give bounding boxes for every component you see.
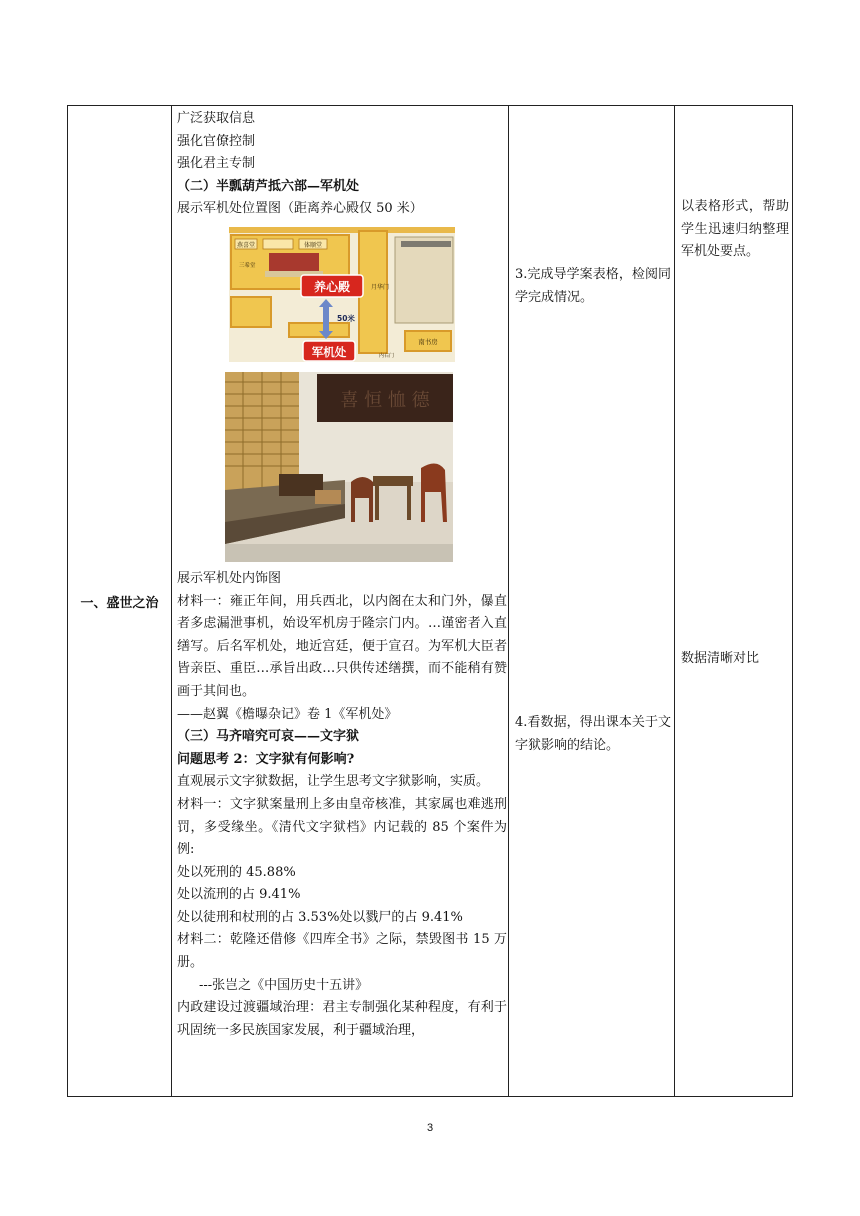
design-intent-1: 以表格形式，帮助学生迅速归纳整理军机处要点。	[681, 199, 789, 260]
lesson-table	[67, 105, 793, 1097]
map-label-tishun: 体顺堂	[303, 241, 323, 249]
section-cell	[68, 106, 171, 1096]
subheading-wenziyu: （三）马齐喑究可哀——文字狱	[177, 729, 360, 745]
room-plaque: 喜 恒 恤 德	[340, 389, 430, 411]
conclusion-text: 内政建设过渡疆域治理：君主专制强化某种程度，有利于巩固统一多民族国家发展，利于疆域治理，	[177, 1000, 507, 1038]
map-label-sanxi: 三希堂	[239, 262, 256, 269]
map-label-junji: 军机处	[311, 344, 347, 359]
content-line: 广泛获取信息	[177, 111, 256, 126]
map-label-yanxi: 燕喜堂	[236, 241, 256, 249]
student-activity-3: 3.完成导学案表格，检阅同学完成情况。	[515, 267, 671, 305]
column-divider	[508, 106, 509, 1096]
intro-text: 直观展示文字狱数据，让学生思考文字狱影响，实质。	[177, 774, 490, 790]
section-label: 一、盛世之治	[80, 595, 159, 611]
question-2: 问题思考 2：文字狱有何影响?	[177, 751, 355, 767]
map-label-yuehua: 月华门	[371, 283, 390, 291]
junjichu-location-map	[229, 227, 455, 362]
material-wenziyu-1: 材料一：文字狱案量刑上多由皇帝核准，其家属也难逃刑罚，多受缘坐。《清代文字狱档》内记载的 85 个案件为例:	[177, 796, 507, 858]
material-wenziyu-2: 材料二：乾隆还借修《四库全书》之际，禁毁图书 15 万册。	[177, 932, 507, 971]
stat-line: 处以徒刑和杖刑的占 3.53%处以戮尸的占 9.41%	[177, 909, 463, 925]
design-intent-2: 数据清晰对比	[681, 651, 760, 666]
material-source: ——赵翼《檐曝杂记》卷 1《军机处》	[177, 706, 398, 722]
stat-line: 处以流刑的占 9.41%	[177, 887, 301, 903]
column-divider	[674, 106, 675, 1096]
map-label-distance: 50米	[337, 313, 355, 323]
page-number: 3	[426, 1122, 434, 1134]
content-line: 强化君主专制	[177, 156, 256, 172]
student-activity-4: 4.看数据，得出课本关于文字狱影响的结论。	[515, 715, 671, 753]
map-label-yangxin: 养心殿	[313, 279, 351, 294]
column-divider	[171, 106, 172, 1096]
material-junjichu: 材料一：雍正年间，用兵西北，以内阁在太和门外，儤直者多虑漏泄事机，始设军机房于隆宗门内。…谨密者入直缮写。后名军机处，地近宫廷，便于宣召。为军机大臣者皆亲臣、重臣…承旨出政…只供传述缮撰，而不能稍有赞画于其间也。	[177, 593, 507, 699]
teaching-content-cell	[177, 108, 507, 1042]
subheading-junjichu: （二）半瓢葫芦抵六部—军机处	[177, 178, 360, 194]
map-caption: 展示军机处位置图（距离养心殿仅 50 米）	[177, 201, 423, 217]
content-line: 强化官僚控制	[177, 133, 256, 149]
map-label-neiyou: 内右门	[379, 352, 395, 359]
material-source: ---张岂之《中国历史十五讲》	[199, 977, 369, 993]
junjichu-interior-photo	[225, 372, 453, 562]
map-label-nanshu: 南书房	[418, 337, 438, 346]
stat-line: 处以死刑的 45.88%	[177, 864, 296, 880]
room-caption: 展示军机处内饰图	[177, 570, 282, 586]
